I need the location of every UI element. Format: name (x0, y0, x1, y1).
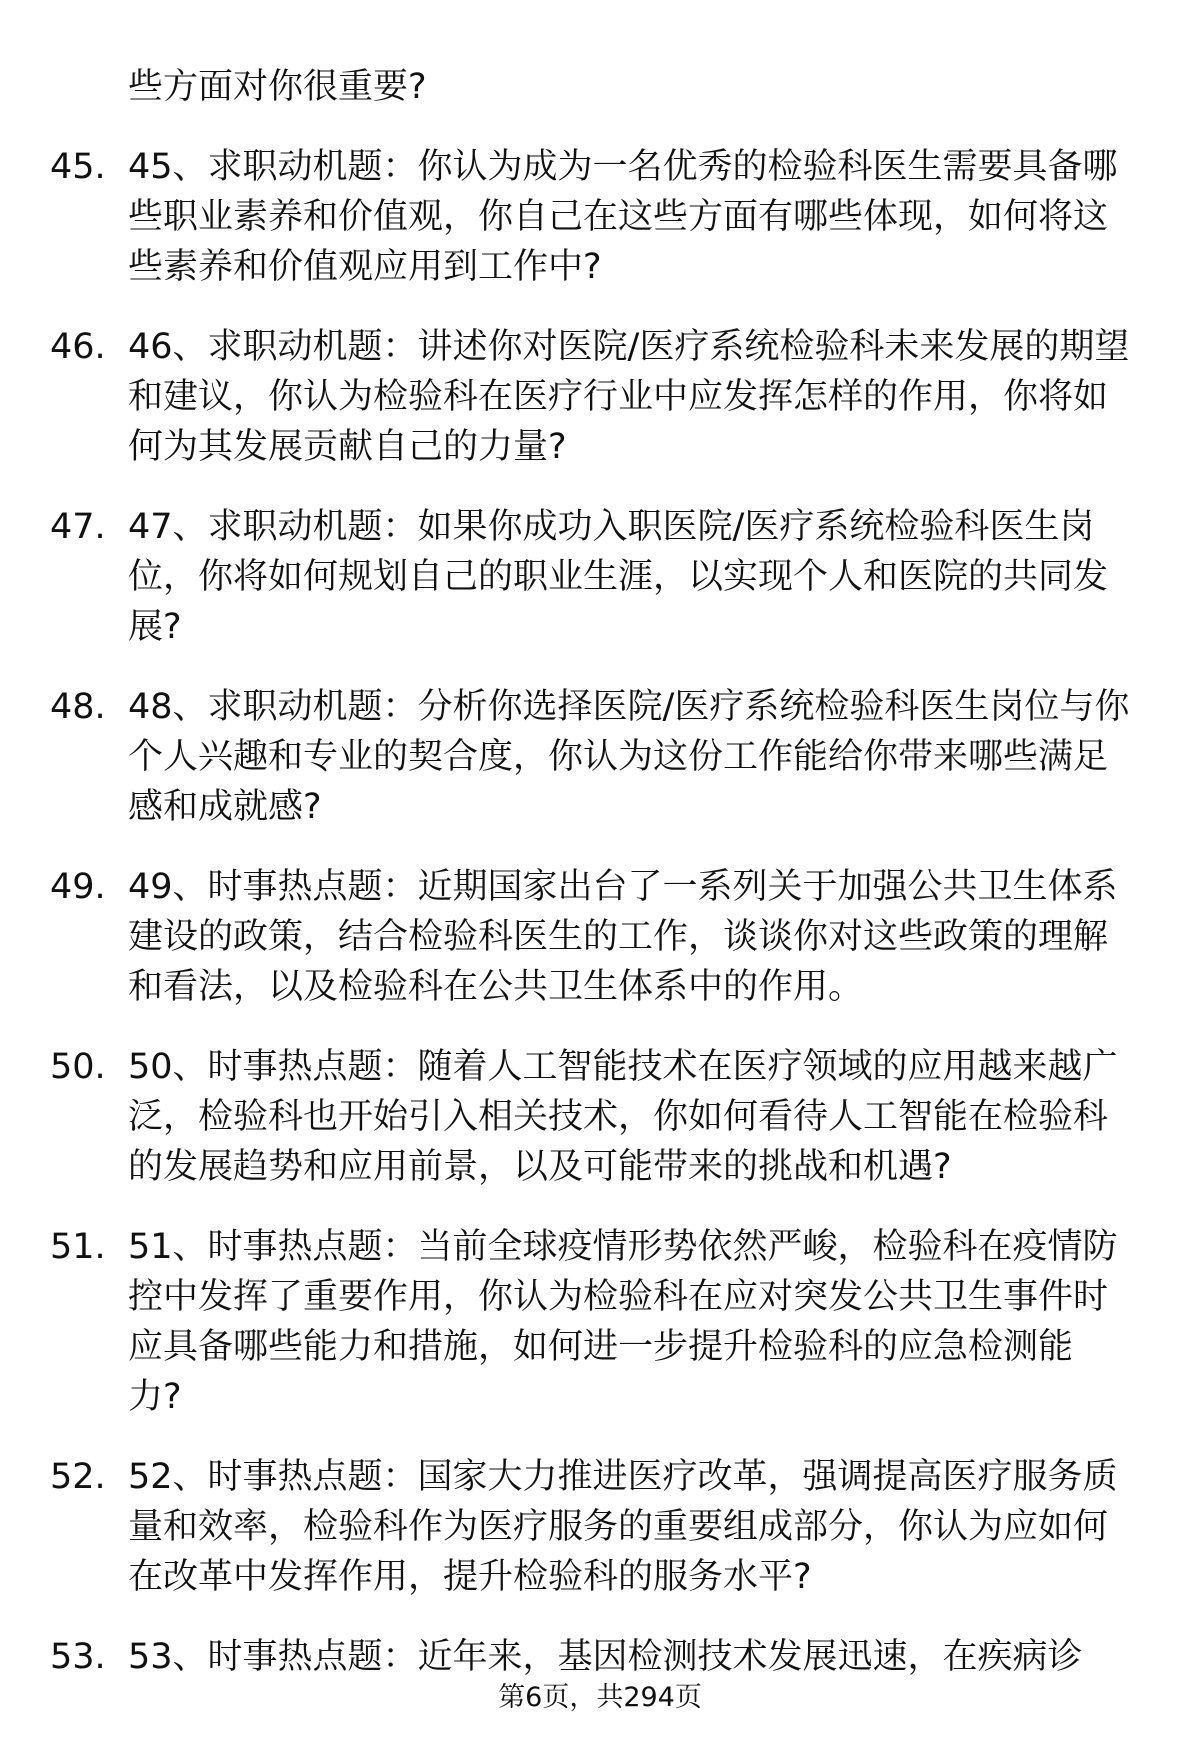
question-text-line: 和看法，以及检验科在公共卫生体系中的作用。 (128, 967, 864, 1007)
continued-text: 些方面对你很重要? (128, 67, 427, 107)
question-text-line: 在改革中发挥作用，提升检验科的服务水平? (128, 1557, 812, 1597)
question-text-line: 建设的政策，结合检验科医生的工作，谈谈你对这些政策的理解 (128, 917, 1109, 957)
question-text-line: 49、时事热点题：近期国家出台了一系列关于加强公共卫生体系 (128, 867, 1118, 907)
question-text-line: 的发展趋势和应用前景，以及可能带来的挑战和机遇? (128, 1147, 952, 1187)
question-item (0, 862, 1200, 1012)
question-text-line: 感和成就感? (128, 787, 322, 827)
question-text-line: 46、求职动机题：讲述你对医院/医疗系统检验科未来发展的期望 (128, 327, 1130, 367)
item-number: 46. (50, 327, 106, 367)
item-number: 50. (50, 1047, 106, 1087)
question-text-line: 个人兴趣和专业的契合度，你认为这份工作能给你带来哪些满足 (128, 737, 1109, 777)
page-footer: 第6页，共294页 (498, 1682, 702, 1713)
item-number: 53. (50, 1637, 106, 1677)
question-text-line: 些职业素养和价值观，你自己在这些方面有哪些体现，如何将这 (128, 197, 1109, 237)
question-item (0, 1452, 1200, 1602)
question-text-line: 何为其发展贡献自己的力量? (128, 427, 567, 467)
question-item (0, 142, 1200, 292)
question-text-line: 51、时事热点题：当前全球疫情形势依然严峻，检验科在疫情防 (128, 1227, 1118, 1267)
question-text-line: 52、时事热点题：国家大力推进医疗改革，强调提高医疗服务质 (128, 1457, 1118, 1497)
question-item (0, 682, 1200, 832)
item-number: 51. (50, 1227, 106, 1267)
question-item (0, 1042, 1200, 1192)
question-text-line: 量和效率，检验科作为医疗服务的重要组成部分，你认为应如何 (128, 1507, 1109, 1547)
question-text-line: 50、时事热点题：随着人工智能技术在医疗领域的应用越来越广 (128, 1047, 1118, 1087)
document-body (0, 62, 1200, 1712)
question-text-line: 力? (128, 1377, 182, 1417)
question-text-line: 泛，检验科也开始引入相关技术，你如何看待人工智能在检验科 (128, 1097, 1109, 1137)
question-text-line: 53、时事热点题：近年来，基因检测技术发展迅速，在疾病诊 (128, 1637, 1083, 1677)
question-list (0, 142, 1200, 1682)
question-item (0, 1222, 1200, 1422)
question-text-line: 些素养和价值观应用到工作中? (128, 247, 602, 287)
item-number: 49. (50, 867, 106, 907)
question-item (0, 322, 1200, 472)
item-number: 48. (50, 687, 106, 727)
question-text-line: 展? (128, 607, 182, 647)
question-item (0, 1632, 1200, 1682)
question-item (0, 502, 1200, 652)
item-number: 45. (50, 147, 106, 187)
item-number: 47. (50, 507, 106, 547)
question-text-line: 45、求职动机题：你认为成为一名优秀的检验科医生需要具备哪 (128, 147, 1118, 187)
question-text-line: 位，你将如何规划自己的职业生涯，以实现个人和医院的共同发 (128, 557, 1109, 597)
question-text-line: 47、求职动机题：如果你成功入职医院/医疗系统检验科医生岗 (128, 507, 1095, 547)
question-text-line: 48、求职动机题：分析你选择医院/医疗系统检验科医生岗位与你 (128, 687, 1130, 727)
question-text-line: 和建议，你认为检验科在医疗行业中应发挥怎样的作用，你将如 (128, 377, 1109, 417)
item-number: 52. (50, 1457, 106, 1497)
question-text-line: 应具备哪些能力和措施，如何进一步提升检验科的应急检测能 (128, 1327, 1074, 1367)
question-text-line: 控中发挥了重要作用，你认为检验科在应对突发公共卫生事件时 (128, 1277, 1109, 1317)
